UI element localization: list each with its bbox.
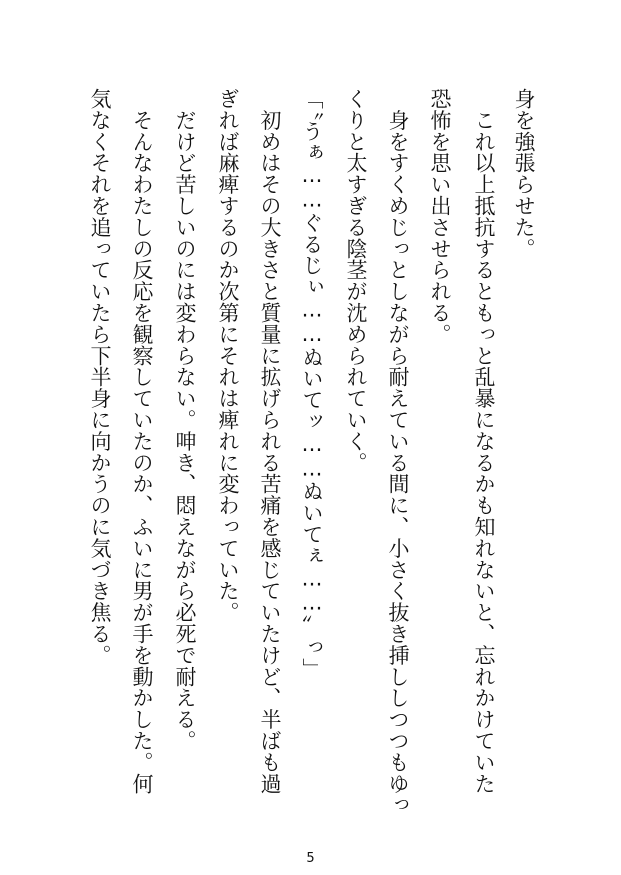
text-line-2: これ以上抵抗するともっと乱暴になるかも知れないと、忘れかけていた — [472, 88, 496, 795]
text-line-1: 身を強張らせた。 — [512, 88, 536, 260]
text-line-10: そんなわたしの反応を観察していたのか、ふいに男が手を動かした。何 — [130, 88, 154, 795]
text-line-9: だけど苦しいのには変わらない。呻き、悶えながら必死で耐える。 — [173, 88, 197, 752]
text-line-3: 恐怖を思い出させられる。 — [428, 88, 452, 345]
text-line-6: 「〝うぁ……ぐるじぃ……ぬいてッ……ぬいてぇ……〟っ」 — [300, 88, 324, 680]
text-line-11: 気なくそれを追っていたら下半身に向かうのに気づき焦る。 — [88, 88, 112, 666]
text-line-4: 身をすくめじっとしながら耐えている間に、小さく抜き挿ししつつもゆっ — [386, 88, 410, 816]
page-number: 5 — [306, 851, 315, 866]
text-line-7: 初めはその大きさと質量に拡げられる苦痛を感じていたけど、半ばも過 — [258, 88, 282, 795]
text-line-5: くりと太すぎる陰茎が沈められていく。 — [344, 88, 368, 474]
text-line-8: ぎれば麻痺するのか次第にそれは痺れに変わっていた。 — [216, 88, 240, 623]
